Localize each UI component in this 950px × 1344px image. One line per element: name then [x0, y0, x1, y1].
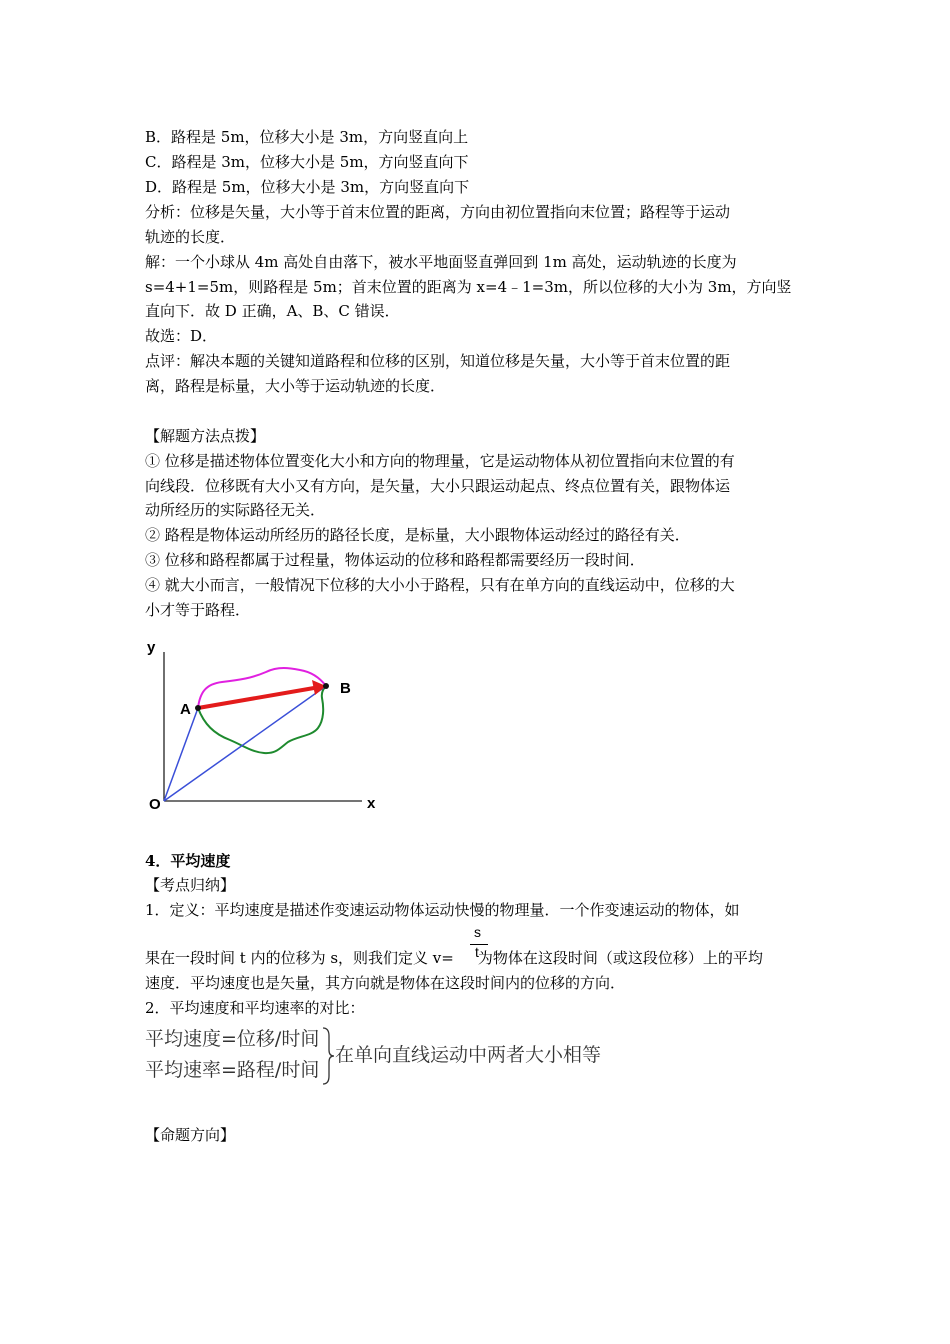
comment-line-1: 点评：解决本题的关键知道路程和位移的区别，知道位移是矢量，大小等于首末位置的距 — [145, 352, 731, 370]
fraction-bar — [470, 944, 488, 945]
text-line-b: B．路程是 5m，位移大小是 3m，方向竖直向上 — [145, 128, 469, 146]
comparison-note: 在单向直线运动中两者大小相等 — [335, 1044, 602, 1066]
origin-label: O — [149, 796, 161, 813]
method-point-1c: 动所经历的实际路径无关． — [145, 501, 326, 519]
direction-tag: 【命题方向】 — [145, 1126, 236, 1144]
method-tag: 【解题方法点拨】 — [145, 427, 266, 445]
method-point-1a: ① 位移是描述物体位置变化大小和方向的物理量，它是运动物体从初位置指向末位置的有 — [145, 452, 735, 470]
x-axis-label: x — [367, 795, 376, 812]
method-point-1b: 向线段．位移既有大小又有方向，是矢量，大小只跟运动起点、终点位置有关，跟物体运 — [145, 477, 731, 495]
definition-line-2-post: 为物体在这段时间（或这段位移）上的平均 — [477, 949, 763, 967]
text-line-d: D．路程是 5m，位移大小是 3m，方向竖直向下 — [145, 178, 470, 196]
y-axis-label: y — [147, 639, 156, 656]
brace-icon — [321, 1026, 335, 1086]
definition-line-3: 速度．平均速度也是矢量，其方向就是物体在这段时间内的位移的方向． — [145, 974, 626, 992]
answer-line: 故选：D． — [145, 327, 218, 345]
text-line-c: C．路程是 3m，位移大小是 5m，方向竖直向下 — [145, 153, 469, 171]
comment-line-2: 离，路程是标量，大小等于运动轨迹的长度． — [145, 377, 446, 395]
solution-line-3: 直向下．故 D 正确，A、B、C 错误． — [145, 302, 400, 320]
method-point-3: ③ 位移和路程都属于过程量，物体运动的位移和路程都需要经历一段时间． — [145, 551, 645, 569]
fraction-denominator: t — [475, 944, 479, 960]
solution-line-2: s=4+1=5m，则路程是 5m；首末位置的距离为 x=4﹣1=3m，所以位移的大小为 3m，方向竖 — [145, 278, 792, 296]
definition-line-1: 1．定义：平均速度是描述作变速运动物体运动快慢的物理量．一个作变速运动的物体，如 — [145, 901, 740, 919]
solution-line-1: 解：一个小球从 4m 高处自由落下，被水平地面竖直弹回到 1m 高处，运动轨迹的长度为 — [145, 253, 737, 271]
summary-tag: 【考点归纳】 — [145, 876, 236, 894]
comparison-row-2: 平均速率=路程/时间 — [145, 1059, 320, 1081]
displacement-diagram — [140, 632, 390, 817]
method-point-4b: 小才等于路程． — [145, 601, 251, 619]
method-point-4a: ④ 就大小而言，一般情况下位移的大小小于路程，只有在单方向的直线运动中，位移的大 — [145, 576, 735, 594]
position-vector-a — [164, 708, 198, 801]
point-a-label: A — [180, 701, 191, 718]
comparison-graphic — [145, 1026, 615, 1086]
comparison-row-1: 平均速度=位移/时间 — [145, 1028, 320, 1050]
definition-line-2-pre: 果在一段时间 t 内的位移为 s，则我们定义 v= — [145, 949, 454, 967]
method-point-2: ② 路程是物体运动所经历的路径长度，是标量，大小跟物体运动经过的路径有关． — [145, 526, 690, 544]
section-4-heading: 4．平均速度 — [145, 852, 231, 870]
analysis-line-2: 轨迹的长度． — [145, 228, 236, 246]
point-a-dot — [195, 705, 201, 711]
compare-line: 2．平均速度和平均速率的对比： — [145, 999, 365, 1017]
definition-line-2 — [145, 947, 763, 969]
fraction — [470, 922, 488, 966]
point-b-dot — [323, 683, 329, 689]
displacement-arrow — [198, 688, 314, 708]
point-b-label: B — [340, 680, 351, 697]
analysis-line-1: 分析：位移是矢量，大小等于首末位置的距离，方向由初位置指向末位置；路程等于运动 — [145, 203, 731, 221]
fraction-numerator: s — [474, 924, 481, 940]
